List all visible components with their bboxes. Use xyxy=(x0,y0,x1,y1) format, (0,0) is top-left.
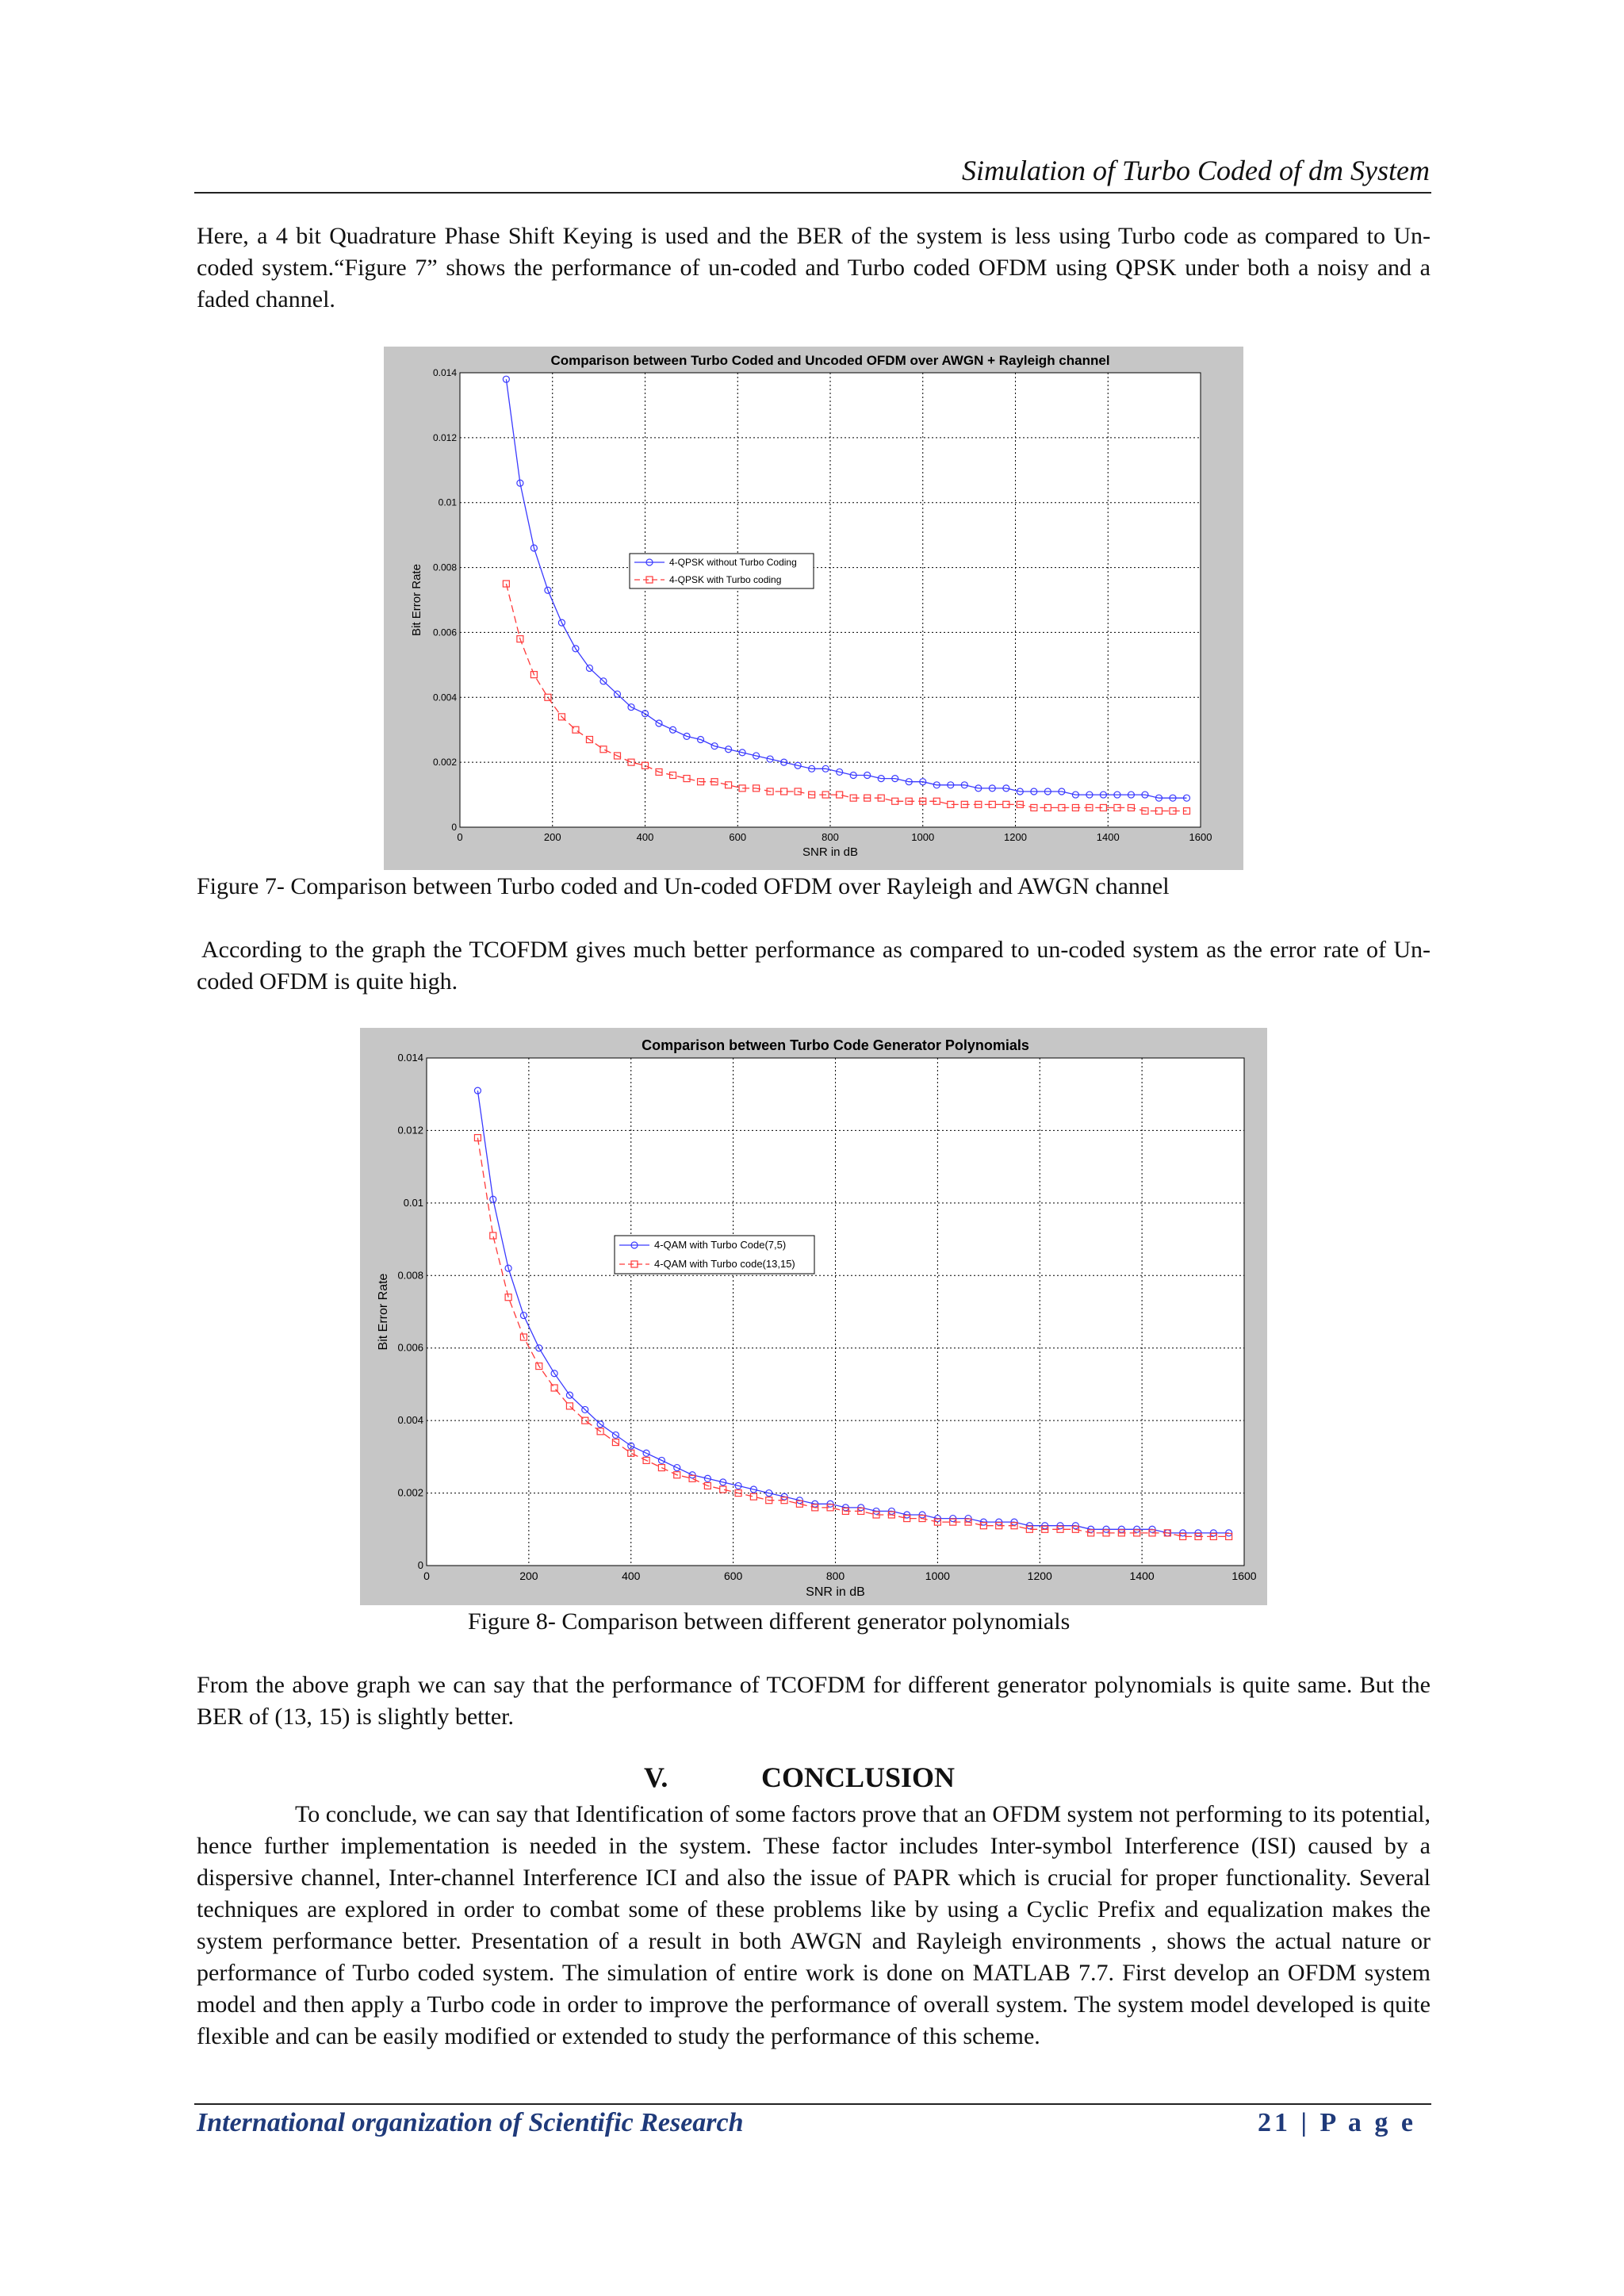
x-tick-label: 1000 xyxy=(925,1570,950,1582)
legend-label: 4-QPSK with Turbo coding xyxy=(669,574,782,585)
intro-paragraph: Here, a 4 bit Quadrature Phase Shift Keying is used and the BER of the system is less using Turbo code as compared to Un-coded system.“Figure 7” shows the performance of un-coded and Turbo coded OFDM using QPSK under both a noisy and a faded channel. xyxy=(197,223,1431,312)
x-tick-label: 0 xyxy=(457,831,463,843)
figure-7-chart xyxy=(384,347,1243,870)
y-tick-label: 0.004 xyxy=(397,1414,423,1427)
x-tick-label: 1400 xyxy=(1096,831,1120,843)
footer-journal: International organization of Scientific Research xyxy=(197,2108,744,2137)
y-tick-label: 0.01 xyxy=(438,496,457,508)
x-tick-label: 200 xyxy=(519,1570,538,1582)
y-tick-label: 0.014 xyxy=(397,1052,423,1064)
x-tick-label: 600 xyxy=(723,1570,743,1582)
after-figure-paragraph: From the above graph we can say that the performance of TCOFDM for different generator polynomials is quite same. But the BER of (13, 15) is slightly better. xyxy=(197,1672,1431,1730)
x-tick-label: 1600 xyxy=(1231,1570,1257,1582)
y-tick-label: 0.006 xyxy=(397,1341,423,1354)
middle-paragraph: According to the graph the TCOFDM gives much better performance as compared to un-coded system as the error rate of Un-coded OFDM is quite high. xyxy=(197,937,1431,995)
x-tick-label: 1200 xyxy=(1027,1570,1052,1582)
footer-rule xyxy=(194,2103,1431,2105)
y-tick-label: 0.012 xyxy=(397,1124,423,1137)
y-tick-label: 0.012 xyxy=(432,431,457,443)
legend xyxy=(615,1236,814,1274)
x-tick-label: 800 xyxy=(822,831,839,843)
y-tick-label: 0.014 xyxy=(432,367,457,378)
figure-8-caption: Figure 8- Comparison between different generator polynomials xyxy=(468,1608,1071,1635)
y-tick-label: 0.006 xyxy=(432,627,457,638)
x-tick-label: 0 xyxy=(423,1570,430,1582)
figure-7-caption: Figure 7- Comparison between Turbo coded and Un-coded OFDM over Rayleigh and AWGN channel xyxy=(197,873,1170,899)
x-tick-label: 1400 xyxy=(1129,1570,1155,1582)
x-tick-label: 400 xyxy=(622,1570,641,1582)
y-tick-label: 0.004 xyxy=(432,692,457,703)
y-tick-label: 0.01 xyxy=(403,1196,423,1209)
y-tick-label: 0 xyxy=(417,1559,423,1571)
x-tick-label: 200 xyxy=(543,831,561,843)
legend xyxy=(630,554,814,588)
y-axis-label: Bit Error Rate xyxy=(410,564,423,636)
figure-7 xyxy=(384,347,1243,870)
x-tick-label: 600 xyxy=(729,831,747,843)
running-title: Simulation of Turbo Coded of dm System xyxy=(961,155,1430,186)
section-number: V. xyxy=(644,1761,668,1793)
chart-title: Comparison between Turbo Coded and Uncoded OFDM over AWGN + Rayleigh channel xyxy=(550,353,1110,368)
footer-page-number: 21 | P a g e xyxy=(1258,2108,1416,2137)
page-header xyxy=(194,151,1431,194)
legend-label: 4-QAM with Turbo Code(7,5) xyxy=(654,1239,787,1251)
x-tick-label: 1600 xyxy=(1189,831,1212,843)
y-tick-label: 0 xyxy=(451,822,457,833)
x-tick-label: 1200 xyxy=(1004,831,1027,843)
legend-label: 4-QPSK without Turbo Coding xyxy=(669,557,797,568)
y-tick-label: 0.002 xyxy=(432,757,457,769)
x-axis-label: SNR in dB xyxy=(802,845,859,859)
y-tick-label: 0.002 xyxy=(397,1486,423,1499)
chart-title: Comparison between Turbo Code Generator Polynomials xyxy=(642,1037,1029,1053)
x-tick-label: 1000 xyxy=(911,831,935,843)
y-tick-label: 0.008 xyxy=(397,1269,423,1282)
x-axis-label: SNR in dB xyxy=(806,1585,865,1599)
figure-8 xyxy=(360,1028,1267,1605)
legend-label: 4-QAM with Turbo code(13,15) xyxy=(654,1258,795,1270)
figure-8-chart xyxy=(360,1028,1267,1605)
section-heading: CONCLUSION xyxy=(761,1761,956,1793)
y-tick-label: 0.008 xyxy=(432,562,457,573)
x-tick-label: 800 xyxy=(825,1570,845,1582)
conclusion-paragraph: To conclude, we can say that Identification of some factors prove that an OFDM system not performing to its potential, hence further implementation is needed in the system. These factor includes Inter-symbol Interference (ISI) caused by a dispersive channel, Inter-channel Interference ICI and also the issue of PAPR which is crucial for proper functionality. Several techniques are explored in order to combat some of these problems like by using a Cyclic Prefix and equalization makes the system performance better. Presentation of a result in both AWGN and Rayleigh environments , shows the actual nature or performance of Turbo coded system. The simulation of entire work is done on MATLAB 7.7. First develop an OFDM system model and then apply a Turbo code in order to improve the performance of overall system. The system model developed is quite flexible and can be easily modified or extended to study the performance of this scheme. xyxy=(197,1801,1431,2049)
y-axis-label: Bit Error Rate xyxy=(377,1273,390,1351)
x-tick-label: 400 xyxy=(636,831,654,843)
